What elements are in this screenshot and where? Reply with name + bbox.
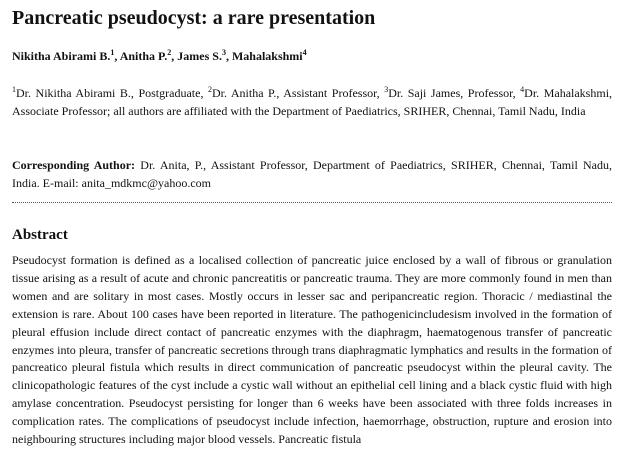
corresponding-author-label: Corresponding Author: <box>12 158 136 172</box>
abstract-body: Pseudocyst formation is defined as a localised collection of pancreatic juice enclosed by a wall of fibrous or granulation tissue arising as a result of acute and chronic pancreatitis or pancreatic trauma. They are more commonly found in men than women and are solitary in most cases. Mostly occurs in lesser sac and peripancreatic region. Thoracic / mediastinal the extension is rare. About 100 cases have been reported in literature. The pathogenicincludesism involved in the formation of pleural effusion include direct contact of pancreatic enzymes with the diaphragm, haematogenous transfer of pancreatic enzymes into pleura, transfer of pancreatic secretions through trans diaphragmatic lymphatics and results in the formation of pancreatico pleural fistula which results in direct communication of pancreatic pseudocyst within the pleural cavity. The clinicopathologic features of the cyst include a cystic wall without an epithelial cell lining and a black cystic fluid with high amylase concentration. Pseudocyst persisting for longer than 6 weeks have been associated with three folds increases in complication rates. The complications of pseudocyst include infection, haemorrhage, obstruction, rupture and erosion into neighbouring structures including major blood vessels. Pancreatic fistula <box>12 253 612 447</box>
dotted-divider <box>12 202 612 203</box>
affiliation-mark: 1 <box>12 85 16 94</box>
author-name: Mahalakshmi <box>231 49 303 63</box>
affiliation-text: Dr. Saji James, Professor, <box>388 86 521 100</box>
author-1 <box>12 49 120 63</box>
author-affiliation-mark: 2 <box>167 48 172 57</box>
author-list <box>12 48 307 64</box>
abstract-heading: Abstract <box>12 227 68 243</box>
author-name: James S. <box>177 49 222 63</box>
author-separator: , <box>114 49 120 63</box>
author-affiliation-mark: 1 <box>110 48 115 57</box>
affiliation-mark: 2 <box>207 85 212 94</box>
affiliation-text: Dr. Mahalakshmi, Associate Professor; all authors are affiliated with the Department of Paediatrics, SRIHER, Chennai, Tamil Nadu, India <box>12 86 613 118</box>
affiliation-text: Dr. Anitha P., Assistant Professor, <box>211 86 385 100</box>
affiliation-mark: 4 <box>520 85 525 94</box>
corresponding-author <box>12 156 612 192</box>
author-4 <box>232 49 307 63</box>
author-name: Anitha P. <box>119 49 168 63</box>
corresponding-author-details: Dr. Anita, P., Assistant Professor, Department of Paediatrics, SRIHER, Chennai, Tamil Nadu, India. E-mail: anita_mdkmc@yahoo.com <box>12 158 613 190</box>
author-name: Nikitha Abirami B. <box>12 49 111 63</box>
author-3 <box>177 49 232 63</box>
author-2 <box>120 49 178 63</box>
paper-title: Pancreatic pseudocyst: a rare presentation <box>12 7 376 29</box>
affiliation-mark: 3 <box>384 85 389 94</box>
author-separator: , <box>225 49 232 63</box>
author-affiliation-mark: 4 <box>302 48 307 57</box>
author-separator: , <box>171 49 178 63</box>
affiliations <box>12 84 612 120</box>
author-affiliation-mark: 3 <box>221 48 226 57</box>
affiliation-text: Dr. Nikitha Abirami B., Postgraduate, <box>16 86 208 100</box>
